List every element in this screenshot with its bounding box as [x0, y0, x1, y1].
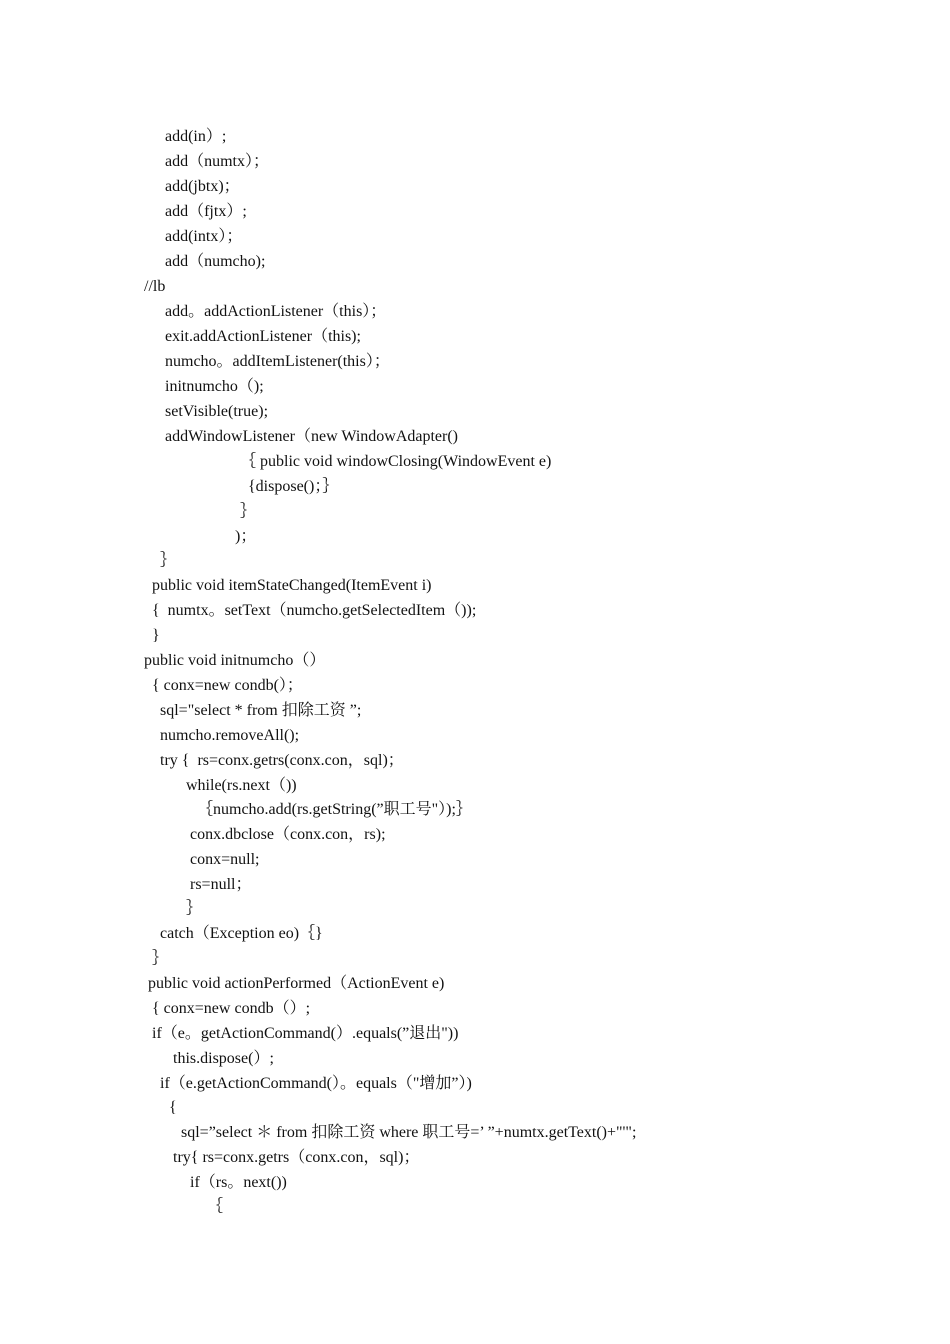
code-line: public void itemStateChanged(ItemEvent i) — [152, 577, 432, 594]
code-comment: //lb — [144, 278, 166, 295]
code-line: sql="select * from 扣除工资 ”; — [160, 702, 362, 719]
code-line: ｛ — [207, 1198, 224, 1215]
code-line: ｝ — [160, 552, 177, 569]
code-line: while(rs.next（)) — [186, 777, 297, 794]
code-line: initnumcho（); — [165, 378, 264, 395]
code-line: setVisible(true); — [165, 403, 269, 420]
code-line: ｛ public void windowClosing(WindowEvent e) — [240, 453, 552, 470]
code-line: try{ rs=conx.getrs（conx.con，sql)； — [173, 1149, 420, 1166]
code-line: )； — [235, 528, 257, 545]
code-line: { — [169, 1099, 177, 1116]
code-line: { conx=new condb(）； — [152, 677, 303, 694]
code-line: addWindowListener（new WindowAdapter() — [165, 428, 459, 445]
code-line: { conx=new condb（）; — [152, 1000, 311, 1017]
code-line: add（fjtx）; — [165, 203, 247, 220]
code-line: if（e.getActionCommand(）。equals（"增加”）) — [160, 1075, 472, 1092]
code-line: exit.addActionListener（this); — [165, 328, 361, 345]
code-line: ｝ — [240, 503, 257, 520]
code-line: { numtx。setText（numcho.getSelectedItem（)); — [152, 602, 477, 619]
code-line: add。addActionListener（this）； — [165, 303, 387, 320]
code-line: sql=”select ＊ from 扣除工资 where 职工号=’ ”+numtx.getText()+"'"; — [181, 1124, 637, 1141]
code-line: catch（Exception eo)｛} — [160, 925, 323, 942]
code-line: add(intx）； — [165, 228, 243, 245]
code-line: conx=null; — [190, 851, 260, 868]
code-line: numcho.removeAll(); — [160, 727, 300, 744]
code-line: public void initnumcho（） — [144, 652, 326, 669]
code-line: public void actionPerformed（ActionEvent e) — [148, 975, 445, 992]
code-line: rs=null； — [190, 876, 252, 893]
code-line: ｝ — [152, 950, 169, 967]
code-line: ｝ — [186, 900, 203, 917]
code-line: conx.dbclose（conx.con，rs); — [190, 826, 386, 843]
code-line: add（numcho); — [165, 253, 266, 270]
code-line: add(in）; — [165, 128, 227, 145]
code-line: add（numtx）； — [165, 153, 269, 170]
code-line: add(jbtx)； — [165, 178, 240, 195]
code-line: if（e。getActionCommand(）.equals(”退出")) — [152, 1025, 459, 1042]
code-line: try { rs=conx.getrs(conx.con，sql)； — [160, 752, 404, 769]
code-line: numcho。addItemListener(this）； — [165, 353, 390, 370]
code-line: ｛numcho.add(rs.getString(”职工号"）);｝ — [197, 801, 472, 818]
code-line: if（rs。next()) — [190, 1174, 287, 1191]
code-line: this.dispose(）; — [173, 1050, 274, 1067]
code-line: {dispose()；｝ — [248, 478, 339, 495]
code-line: } — [152, 627, 160, 644]
